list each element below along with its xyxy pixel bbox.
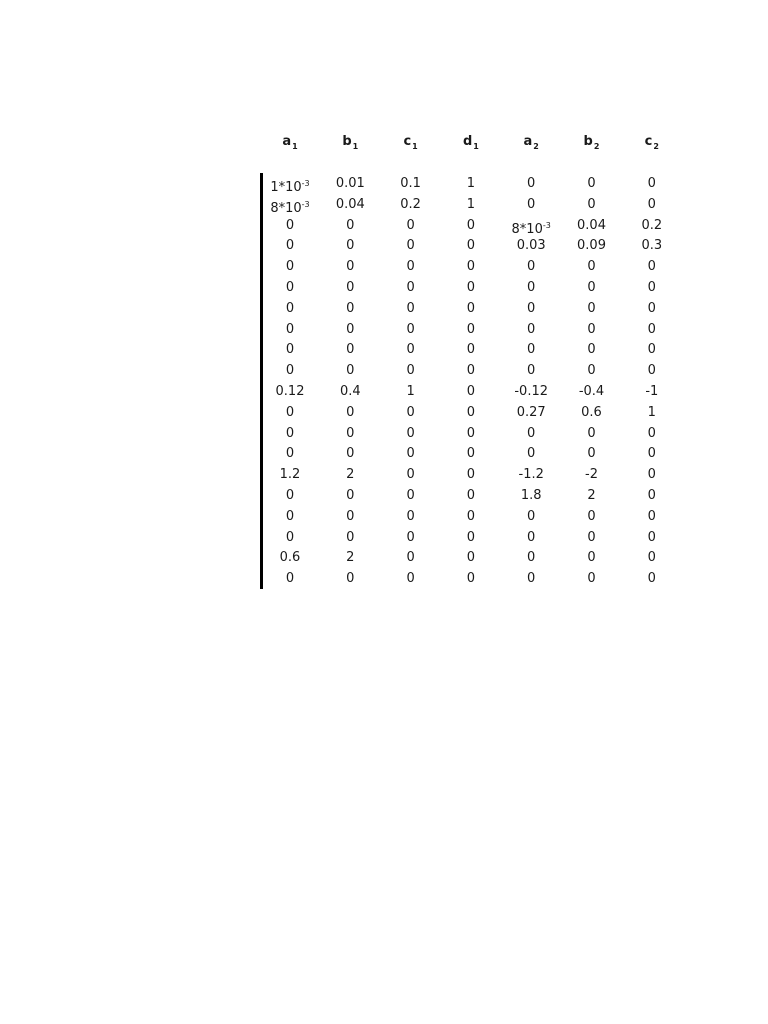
matrix-cell: 0 — [466, 363, 476, 379]
matrix-cell: 0.04 — [577, 217, 606, 233]
column-header-letter: a — [523, 134, 533, 149]
matrix-row — [260, 173, 690, 194]
matrix-row — [260, 215, 690, 236]
matrix-cell: 0 — [587, 259, 596, 275]
matrix-cell: 0 — [285, 404, 295, 420]
matrix-cell: 0 — [406, 529, 415, 545]
matrix-cell: 0 — [647, 176, 656, 191]
matrix-cell: -1.2 — [518, 467, 544, 483]
matrix-cell: 0 — [527, 300, 536, 316]
matrix-cell: 0 — [466, 529, 476, 545]
matrix-cell: 0 — [285, 280, 295, 295]
matrix-cell: 0 — [346, 259, 355, 275]
matrix-cell: 0 — [466, 217, 476, 233]
matrix-cell: 0 — [285, 529, 295, 545]
matrix-cell: 0 — [346, 488, 355, 503]
matrix-cell: 0 — [285, 342, 295, 358]
matrix-cell: 0 — [406, 300, 415, 316]
matrix-cell: 1 — [406, 384, 415, 399]
cell-base: 1*10 — [270, 180, 302, 195]
matrix-cell: 0.12 — [275, 384, 305, 399]
matrix-row — [260, 485, 690, 506]
column-header — [562, 134, 622, 149]
matrix-cell: -1 — [645, 384, 659, 399]
matrix-cell: 0 — [527, 508, 536, 524]
column-header-subscript: 2 — [593, 142, 600, 151]
matrix-cell: 0 — [346, 363, 355, 379]
matrix-row — [260, 319, 690, 340]
matrix-cell: 0 — [346, 217, 355, 233]
matrix-cell: 0 — [406, 550, 415, 566]
matrix-cell: 0 — [587, 446, 596, 462]
matrix-cell: 0 — [466, 300, 476, 316]
matrix-cell: 1 — [647, 404, 656, 420]
matrix-cell: 0 — [466, 280, 476, 295]
matrix-cell: 0 — [647, 446, 656, 462]
matrix-cell: 0 — [406, 363, 415, 379]
matrix-cell: 0 — [285, 238, 295, 254]
matrix-row — [260, 423, 690, 444]
matrix-cell: 0 — [285, 488, 295, 503]
matrix-row — [260, 402, 690, 423]
matrix-cell: 0 — [466, 321, 476, 337]
matrix-cell: 0 — [346, 404, 355, 420]
matrix-cell: 0 — [647, 488, 656, 503]
column-header — [501, 134, 561, 149]
matrix-row — [260, 527, 690, 548]
matrix-cell: 0 — [406, 467, 415, 483]
matrix-cell: 0.27 — [516, 404, 546, 420]
matrix-cell: 0 — [466, 425, 476, 441]
column-header — [381, 134, 441, 149]
matrix-row — [260, 506, 690, 527]
matrix-cell: 0 — [406, 217, 415, 233]
column-header-letter: c — [403, 134, 412, 149]
matrix-cell: 0 — [587, 321, 596, 337]
matrix-cell: 0 — [527, 363, 536, 379]
cell-base: 8*10 — [270, 200, 302, 216]
matrix-cell: 1 — [466, 176, 476, 191]
matrix-cell: 0 — [346, 446, 355, 462]
matrix-cell: 0 — [406, 238, 415, 254]
matrix-cell: 1 — [466, 196, 476, 212]
column-header — [320, 134, 380, 149]
matrix-cell: -0.4 — [578, 384, 605, 399]
matrix-cell: 0 — [587, 425, 596, 441]
matrix-cell: 0 — [346, 529, 355, 545]
matrix-cell: 0 — [466, 238, 476, 254]
column-header-subscript: 1 — [473, 142, 479, 151]
matrix-cell: 0 — [527, 176, 536, 191]
matrix-cell: 0 — [466, 508, 476, 524]
matrix-cell: 0 — [285, 571, 295, 587]
matrix-cell: 0.04 — [335, 196, 365, 212]
matrix-cell: 0 — [527, 321, 536, 337]
matrix-cell: 0 — [406, 404, 415, 420]
matrix-row — [260, 298, 690, 319]
matrix-cell: 0.2 — [400, 196, 421, 212]
matrix-row — [260, 443, 690, 464]
matrix-cell: 0 — [466, 550, 476, 566]
matrix-cell: 0 — [587, 176, 596, 191]
matrix-cell: 0 — [527, 425, 536, 441]
cell-exponent: -3 — [542, 220, 551, 230]
matrix-cell: 0 — [647, 321, 656, 337]
matrix-cell: 0 — [406, 571, 415, 587]
matrix-cell: -2 — [585, 467, 598, 483]
column-header-subscript: 2 — [533, 142, 539, 151]
matrix-cell: 0 — [647, 550, 656, 566]
matrix-cell: 0 — [587, 280, 596, 295]
matrix-cell: 0 — [466, 259, 476, 275]
matrix-cell: 0 — [527, 196, 536, 212]
matrix-cell: 0 — [466, 467, 476, 483]
matrix-cell: 0 — [406, 259, 415, 275]
matrix-cell: 0 — [647, 196, 656, 212]
matrix-cell: 0 — [647, 363, 656, 379]
matrix-cell: 0 — [587, 300, 596, 316]
column-header-letter: b — [583, 134, 593, 149]
matrix-cell: 0 — [527, 529, 536, 545]
matrix-cell: 0 — [587, 550, 596, 566]
matrix-cell: 0 — [527, 550, 536, 566]
matrix-cell: 0 — [587, 363, 596, 379]
matrix-cell: 0 — [285, 508, 295, 524]
column-header-letter: b — [342, 134, 352, 149]
cell-exponent: -3 — [301, 179, 310, 188]
matrix-cell: 1.2 — [279, 467, 301, 483]
column-header-letter: d — [462, 134, 473, 149]
matrix-cell: 0 — [346, 571, 355, 587]
matrix-cell: 0 — [647, 425, 656, 441]
matrix-cell: 0 — [527, 280, 536, 295]
matrix-cell: 0 — [527, 259, 536, 275]
column-header-row — [260, 130, 690, 160]
matrix-cell: 0 — [406, 446, 415, 462]
cell-base: 8*10 — [511, 221, 543, 237]
matrix-cell: 0 — [285, 363, 295, 379]
matrix-cell: 0 — [406, 488, 415, 503]
matrix-cell: 0 — [346, 508, 355, 524]
matrix-cell: 0 — [647, 342, 656, 358]
matrix-cell: 0 — [647, 529, 656, 545]
matrix-cell: 0 — [587, 571, 596, 587]
matrix-cell: 2 — [346, 550, 355, 566]
matrix-cell: 0 — [406, 508, 415, 524]
matrix-cell: 0 — [647, 259, 656, 275]
matrix-cell: 0 — [527, 446, 536, 462]
matrix-cell: 0 — [346, 342, 355, 358]
matrix-cell: 0 — [406, 321, 415, 337]
matrix-cell: 0.09 — [577, 238, 606, 254]
matrix-cell: 0.03 — [516, 238, 546, 254]
matrix-cell: 0 — [285, 259, 295, 275]
matrix-row — [260, 235, 690, 256]
matrix-cell: 0 — [647, 467, 656, 483]
column-header-subscript: 1 — [352, 142, 359, 151]
matrix-cell: 0 — [466, 571, 476, 587]
matrix-cell: 0 — [647, 280, 656, 295]
matrix-cell: 2 — [346, 467, 355, 483]
column-header-letter: c — [644, 134, 653, 149]
matrix-cell: 0 — [346, 321, 355, 337]
matrix-cell: 0 — [406, 280, 415, 295]
matrix-cell: 0 — [587, 342, 596, 358]
matrix-cell: 0 — [647, 508, 656, 524]
matrix-row — [260, 256, 690, 277]
matrix-cell: 0 — [285, 300, 295, 316]
matrix-cell: 0 — [285, 425, 295, 441]
matrix-row — [260, 277, 690, 298]
column-header-subscript: 1 — [412, 142, 418, 151]
matrix-cell: 2 — [587, 488, 596, 503]
matrix-row — [260, 568, 690, 589]
matrix-cell: 0.4 — [339, 384, 361, 399]
column-header-letter: a — [282, 134, 292, 149]
matrix-cell: 0 — [587, 508, 596, 524]
matrix-cell: 1.8 — [520, 488, 542, 503]
matrix-row — [260, 360, 690, 381]
matrix-cell: 0 — [527, 342, 536, 358]
column-header — [260, 134, 320, 149]
matrix-cell: 0 — [466, 342, 476, 358]
matrix-cell: 0.6 — [279, 550, 301, 566]
column-header — [622, 134, 682, 149]
column-header — [441, 134, 501, 149]
matrix-cell: 0 — [466, 446, 476, 462]
matrix-row — [260, 547, 690, 568]
matrix-cell: 0.01 — [335, 176, 365, 191]
matrix-cell: 0 — [346, 300, 355, 316]
matrix-cell: 0 — [587, 529, 596, 545]
column-header-subscript: 1 — [292, 142, 298, 151]
matrix-cell: 0 — [647, 571, 656, 587]
matrix-cell: 0 — [647, 300, 656, 316]
matrix-cell: 0 — [466, 384, 476, 399]
cell-exponent: -3 — [301, 199, 310, 209]
matrix-cell: 0 — [527, 571, 536, 587]
matrix-cell: 0 — [285, 217, 295, 233]
matrix-cell: 0 — [346, 280, 355, 295]
matrix-row — [260, 194, 690, 215]
matrix-cell: 0 — [466, 404, 476, 420]
matrix-row — [260, 339, 690, 360]
matrix-cell: 0 — [406, 342, 415, 358]
matrix-cell: -0.12 — [514, 384, 548, 399]
matrix-cell: 0 — [466, 488, 476, 503]
matrix-row — [260, 381, 690, 402]
matrix-cell: 0 — [587, 196, 596, 212]
matrix-cell: 0.6 — [581, 404, 602, 420]
matrix-cell: 0.2 — [641, 217, 663, 233]
matrix-row — [260, 464, 690, 485]
matrix-cell: 0 — [406, 425, 415, 441]
matrix-cell: 0 — [285, 321, 295, 337]
matrix-cell: 0.1 — [400, 176, 421, 191]
matrix-cell: 0 — [346, 238, 355, 254]
matrix-cell: 0 — [285, 446, 295, 462]
matrix-cell: 0 — [346, 425, 355, 441]
column-header-subscript: 2 — [653, 142, 659, 151]
matrix-cell: 0.3 — [641, 238, 663, 254]
